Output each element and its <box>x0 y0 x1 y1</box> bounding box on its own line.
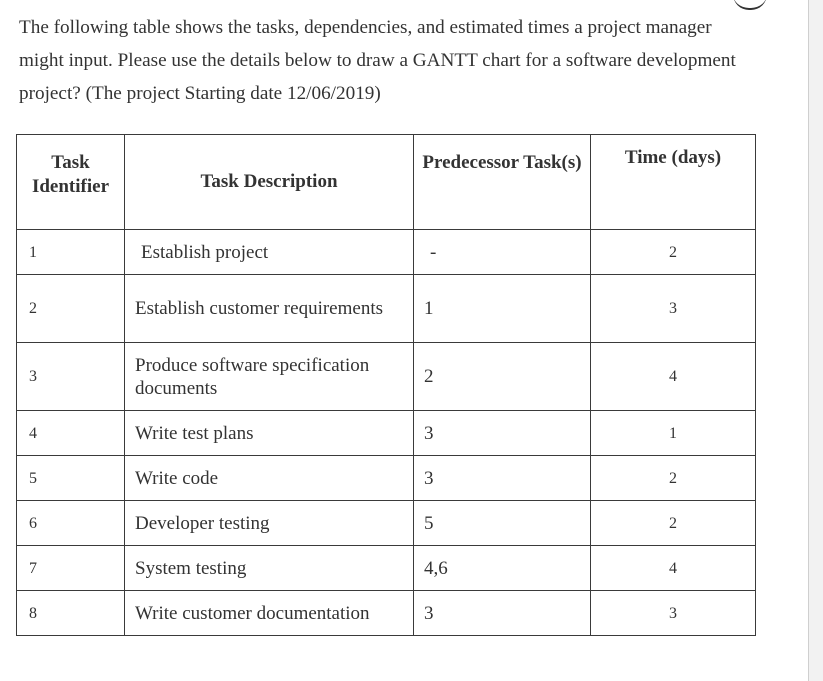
task-table <box>16 134 756 636</box>
cell-task-id: 2 <box>17 275 125 343</box>
cell-task-id: 3 <box>17 343 125 411</box>
top-edge-mark <box>733 0 767 10</box>
table-row <box>17 546 756 591</box>
cell-predecessor: 3 <box>414 591 591 636</box>
table-row <box>17 275 756 343</box>
table-row <box>17 230 756 275</box>
cell-predecessor: 3 <box>414 456 591 501</box>
cell-time: 2 <box>591 501 756 546</box>
cell-time: 2 <box>591 230 756 275</box>
header-time: Time (days) <box>591 135 756 230</box>
cell-task-id: 7 <box>17 546 125 591</box>
cell-predecessor: 2 <box>414 343 591 411</box>
cell-time: 2 <box>591 456 756 501</box>
cell-task-desc: Establish project <box>125 230 414 275</box>
cell-time: 3 <box>591 275 756 343</box>
cell-task-id: 1 <box>17 230 125 275</box>
cell-predecessor: 3 <box>414 411 591 456</box>
cell-time: 4 <box>591 343 756 411</box>
table-row <box>17 411 756 456</box>
header-predecessor: Predecessor Task(s) <box>414 135 591 230</box>
table-row <box>17 501 756 546</box>
intro-text: The following table shows the tasks, dependencies, and estimated times a project manager might input. Please use the details below to draw a GANTT chart for a software development project? (The project Starting date 12/06/2019) <box>19 17 736 104</box>
right-page-edge <box>808 0 823 681</box>
table-header-row <box>17 135 756 230</box>
header-task-description: Task Description <box>125 135 414 230</box>
cell-predecessor: 4,6 <box>414 546 591 591</box>
table-row <box>17 343 756 411</box>
header-task-identifier: Task Identifier <box>17 135 125 230</box>
cell-task-desc: Developer testing <box>125 501 414 546</box>
cell-task-desc: Produce software specification documents <box>125 343 414 411</box>
cell-task-id: 6 <box>17 501 125 546</box>
cell-predecessor: 1 <box>414 275 591 343</box>
cell-predecessor: 5 <box>414 501 591 546</box>
cell-task-id: 4 <box>17 411 125 456</box>
cell-task-id: 8 <box>17 591 125 636</box>
cell-time: 3 <box>591 591 756 636</box>
cell-predecessor: - <box>414 230 591 275</box>
cell-time: 4 <box>591 546 756 591</box>
table-row <box>17 591 756 636</box>
cell-time: 1 <box>591 411 756 456</box>
cell-task-desc: Establish customer requirements <box>125 275 414 343</box>
cell-task-id: 5 <box>17 456 125 501</box>
table-row <box>17 456 756 501</box>
cell-task-desc: Write code <box>125 456 414 501</box>
cell-task-desc: Write test plans <box>125 411 414 456</box>
cell-task-desc: System testing <box>125 546 414 591</box>
cell-task-desc: Write customer documentation <box>125 591 414 636</box>
